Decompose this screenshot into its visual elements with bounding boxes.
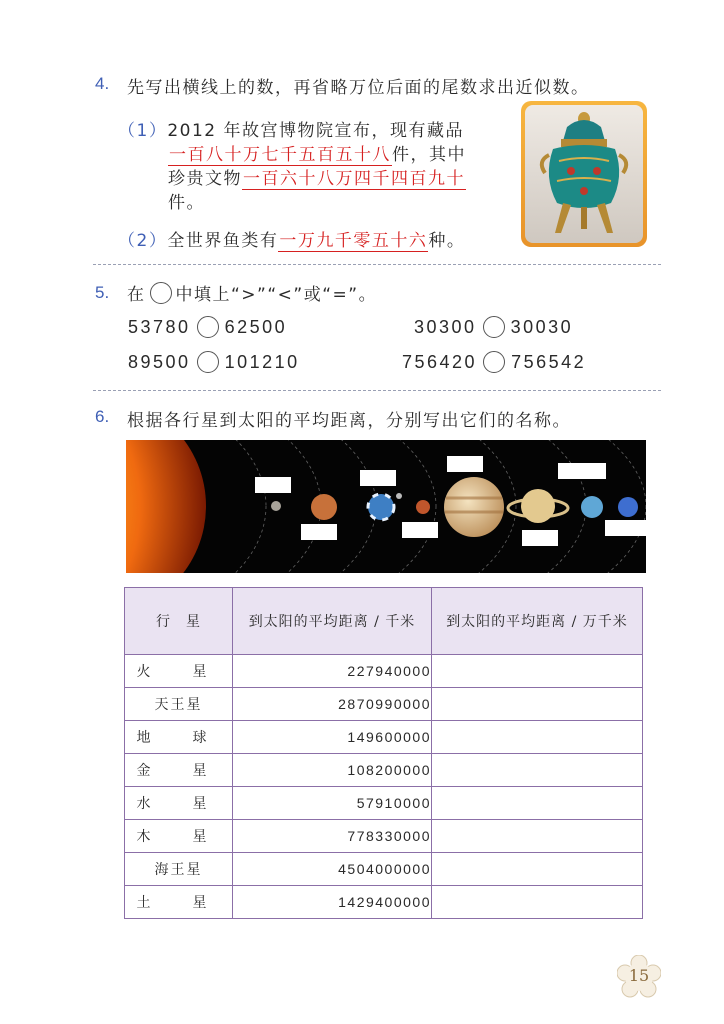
compare-row-2: 30300 30030 — [414, 316, 574, 337]
q4-part2: （2）全世界鱼类有一万九千零五十六种。 — [118, 231, 466, 251]
answer-cell[interactable] — [432, 820, 643, 853]
planet-name: 地 球 — [125, 721, 233, 754]
compare-row-1: 53780 62500 — [128, 316, 288, 337]
neptune — [618, 497, 638, 517]
distance-km: 108200000 — [233, 754, 432, 787]
compare-circle-2[interactable] — [483, 316, 505, 338]
table-header-row — [125, 588, 643, 655]
planet-blank-4[interactable] — [402, 522, 438, 538]
distance-km: 4504000000 — [233, 853, 432, 886]
table-row — [125, 721, 643, 754]
mercury — [271, 501, 281, 511]
uranus — [581, 496, 603, 518]
planet-blank-1[interactable] — [255, 477, 291, 493]
answer-cell[interactable] — [432, 721, 643, 754]
planet-name: 海王星 — [125, 853, 233, 886]
answer-cell[interactable] — [432, 688, 643, 721]
q4-part1-line1: （1）2012 年故宫博物院宣布，现有藏品 — [118, 121, 464, 141]
divider-2 — [93, 390, 661, 391]
compare-circle-1[interactable] — [197, 316, 219, 338]
distance-km: 1429400000 — [233, 886, 432, 919]
planet-distance-table — [124, 587, 643, 919]
q4-part1-line2: 一百八十万七千五百五十八件，其中 — [169, 145, 466, 165]
table-row — [125, 787, 643, 820]
planet-name: 木 星 — [125, 820, 233, 853]
solar-system-image — [126, 440, 646, 573]
distance-km: 2870990000 — [233, 688, 432, 721]
q5-number: 5. — [95, 283, 110, 302]
planet-name: 火 星 — [125, 655, 233, 688]
q4-part1-line3: 珍贵文物一百六十八万四千四百九十 — [168, 169, 465, 189]
planet-blank-6[interactable] — [522, 530, 558, 546]
planet-blank-8[interactable] — [605, 520, 646, 536]
planet-name: 水 星 — [125, 787, 233, 820]
answer-cell[interactable] — [432, 754, 643, 787]
answer-cell[interactable] — [432, 787, 643, 820]
table-row — [125, 886, 643, 919]
planet-blank-5[interactable] — [447, 456, 483, 472]
planet-blank-3[interactable] — [360, 470, 396, 486]
compare-circle-4[interactable] — [483, 351, 505, 373]
q5-instruction: 在 中填上“>”“<”或“=”。 — [127, 280, 377, 305]
instruction-circle — [150, 282, 172, 304]
q6-instruction: 根据各行星到太阳的平均距离，分别写出它们的名称。 — [127, 411, 571, 431]
venus — [311, 494, 337, 520]
saturn — [521, 489, 555, 523]
page-number-badge — [617, 955, 661, 999]
q4-red-number-3: 一万九千零五十六 — [279, 231, 428, 251]
compare-row-4: 756420 756542 — [402, 351, 587, 372]
q4-red-number-1: 一百八十万七千五百五十八 — [169, 145, 391, 165]
planet-blank-2[interactable] — [301, 524, 337, 540]
planet-blank-7[interactable] — [558, 463, 606, 479]
compare-row-3: 89500 101210 — [128, 351, 300, 372]
planet-name: 土 星 — [125, 886, 233, 919]
q4-number: 4. — [95, 74, 110, 93]
q4-part1-label: （1） — [118, 121, 168, 141]
distance-km: 57910000 — [233, 787, 432, 820]
divider-1 — [93, 264, 661, 265]
answer-cell[interactable] — [432, 853, 643, 886]
header-planet: 行 星 — [125, 588, 233, 655]
planet-name: 金 星 — [125, 754, 233, 787]
table-row — [125, 853, 643, 886]
answer-cell[interactable] — [432, 886, 643, 919]
answer-cell[interactable] — [432, 655, 643, 688]
header-km: 到太阳的平均距离 / 千米 — [233, 588, 432, 655]
cloisonne-vessel-photo — [521, 101, 647, 247]
table-row — [125, 754, 643, 787]
distance-km: 778330000 — [233, 820, 432, 853]
q4-instruction: 先写出横线上的数，再省略万位后面的尾数求出近似数。 — [127, 78, 590, 98]
compare-circle-3[interactable] — [197, 351, 219, 373]
q4-part2-label: （2） — [118, 231, 168, 251]
page-number: 15 — [628, 966, 650, 985]
q4-part1-line4: 件。 — [168, 193, 205, 213]
table-row — [125, 688, 643, 721]
mars — [416, 500, 430, 514]
distance-km: 227940000 — [233, 655, 432, 688]
planet-name: 天王星 — [125, 688, 233, 721]
q4-red-number-2: 一百六十八万四千四百九十 — [243, 169, 465, 189]
distance-km: 149600000 — [233, 721, 432, 754]
q6-number: 6. — [95, 407, 110, 426]
vessel-image — [525, 105, 643, 243]
header-10k-km: 到太阳的平均距离 / 万千米 — [432, 588, 643, 655]
table-row — [125, 820, 643, 853]
table-row — [125, 655, 643, 688]
jupiter — [444, 477, 504, 537]
